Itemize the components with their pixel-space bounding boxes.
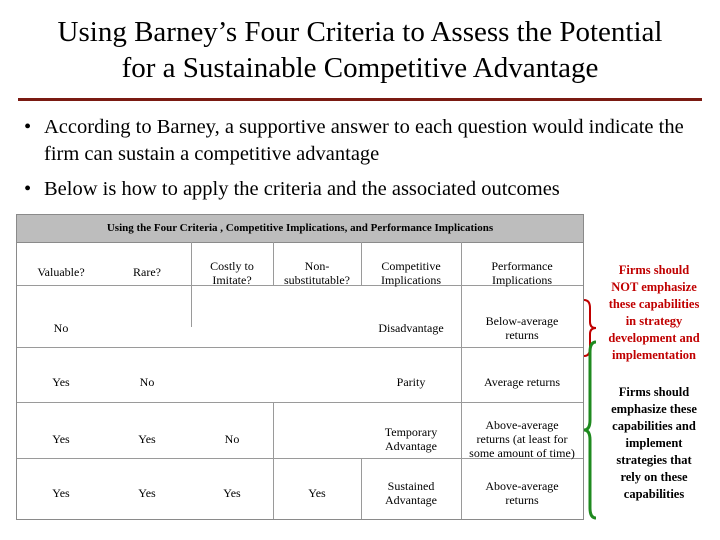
table-title: Using the Four Criteria , Competitive Implications, and Performance Implications: [17, 215, 583, 243]
grid-line: [461, 242, 462, 519]
row-2-performance: Average returns: [483, 375, 561, 389]
row-4-nonsubstitutable: Yes: [308, 486, 326, 500]
title-divider: [18, 98, 702, 101]
bullet-text-1: According to Barney, a supportive answer to each question would indicate the firm can sustain a competitive advantage: [44, 116, 684, 165]
slide-title-line-2: for a Sustainable Competitive Advantage: [121, 52, 599, 84]
row-2-competitive: Parity: [396, 375, 426, 389]
green-brace-icon: [582, 340, 598, 520]
grid-line: [273, 402, 274, 519]
grid-line: [273, 242, 274, 285]
header-rare: Rare?: [133, 265, 161, 279]
bullet-icon: •: [24, 116, 32, 138]
row-2-rare: No: [139, 375, 155, 389]
bullet-icon: •: [24, 178, 32, 200]
row-1-valuable: No: [53, 321, 69, 335]
row-4-rare: Yes: [138, 486, 156, 500]
grid-line: [361, 242, 362, 285]
row-4-valuable: Yes: [52, 486, 70, 500]
criteria-table: [16, 214, 584, 520]
row-1-performance: Below-average returns: [485, 314, 559, 342]
row-3-competitive: Temporary Advantage: [384, 425, 438, 453]
grid-line: [361, 458, 362, 519]
row-4-performance: Above-average returns: [485, 479, 559, 507]
note-not-emphasize: Firms should NOT emphasize these capabilities in strategy development and implementation: [608, 263, 700, 362]
row-2-valuable: Yes: [52, 375, 70, 389]
row-4-competitive: Sustained Advantage: [385, 479, 437, 507]
row-3-rare: Yes: [138, 432, 156, 446]
slide-title-line-1: Using Barney’s Four Criteria to Assess the Potential: [57, 16, 663, 48]
grid-line: [17, 347, 583, 348]
header-costly-to-imitate: Costly to Imitate?: [210, 259, 254, 287]
header-non-substitutable: Non- substitutable?: [284, 259, 350, 287]
note-emphasize: Firms should emphasize these capabilities and implement strategies that rely on these capabilities: [611, 385, 697, 501]
header-competitive-implications: Competitive Implications: [381, 259, 441, 287]
bullet-text-2: Below is how to apply the criteria and the associated outcomes: [44, 178, 560, 200]
grid-line: [17, 402, 583, 403]
row-1-competitive: Disadvantage: [378, 321, 444, 335]
header-valuable: Valuable?: [37, 265, 85, 279]
header-performance-implications: Performance Implications: [491, 259, 553, 287]
row-4-costly: Yes: [223, 486, 241, 500]
row-3-costly: No: [224, 432, 240, 446]
row-3-valuable: Yes: [52, 432, 70, 446]
slide-title: [0, 14, 720, 86]
row-3-performance: Above-average returns (at least for some amount of time): [469, 418, 575, 460]
